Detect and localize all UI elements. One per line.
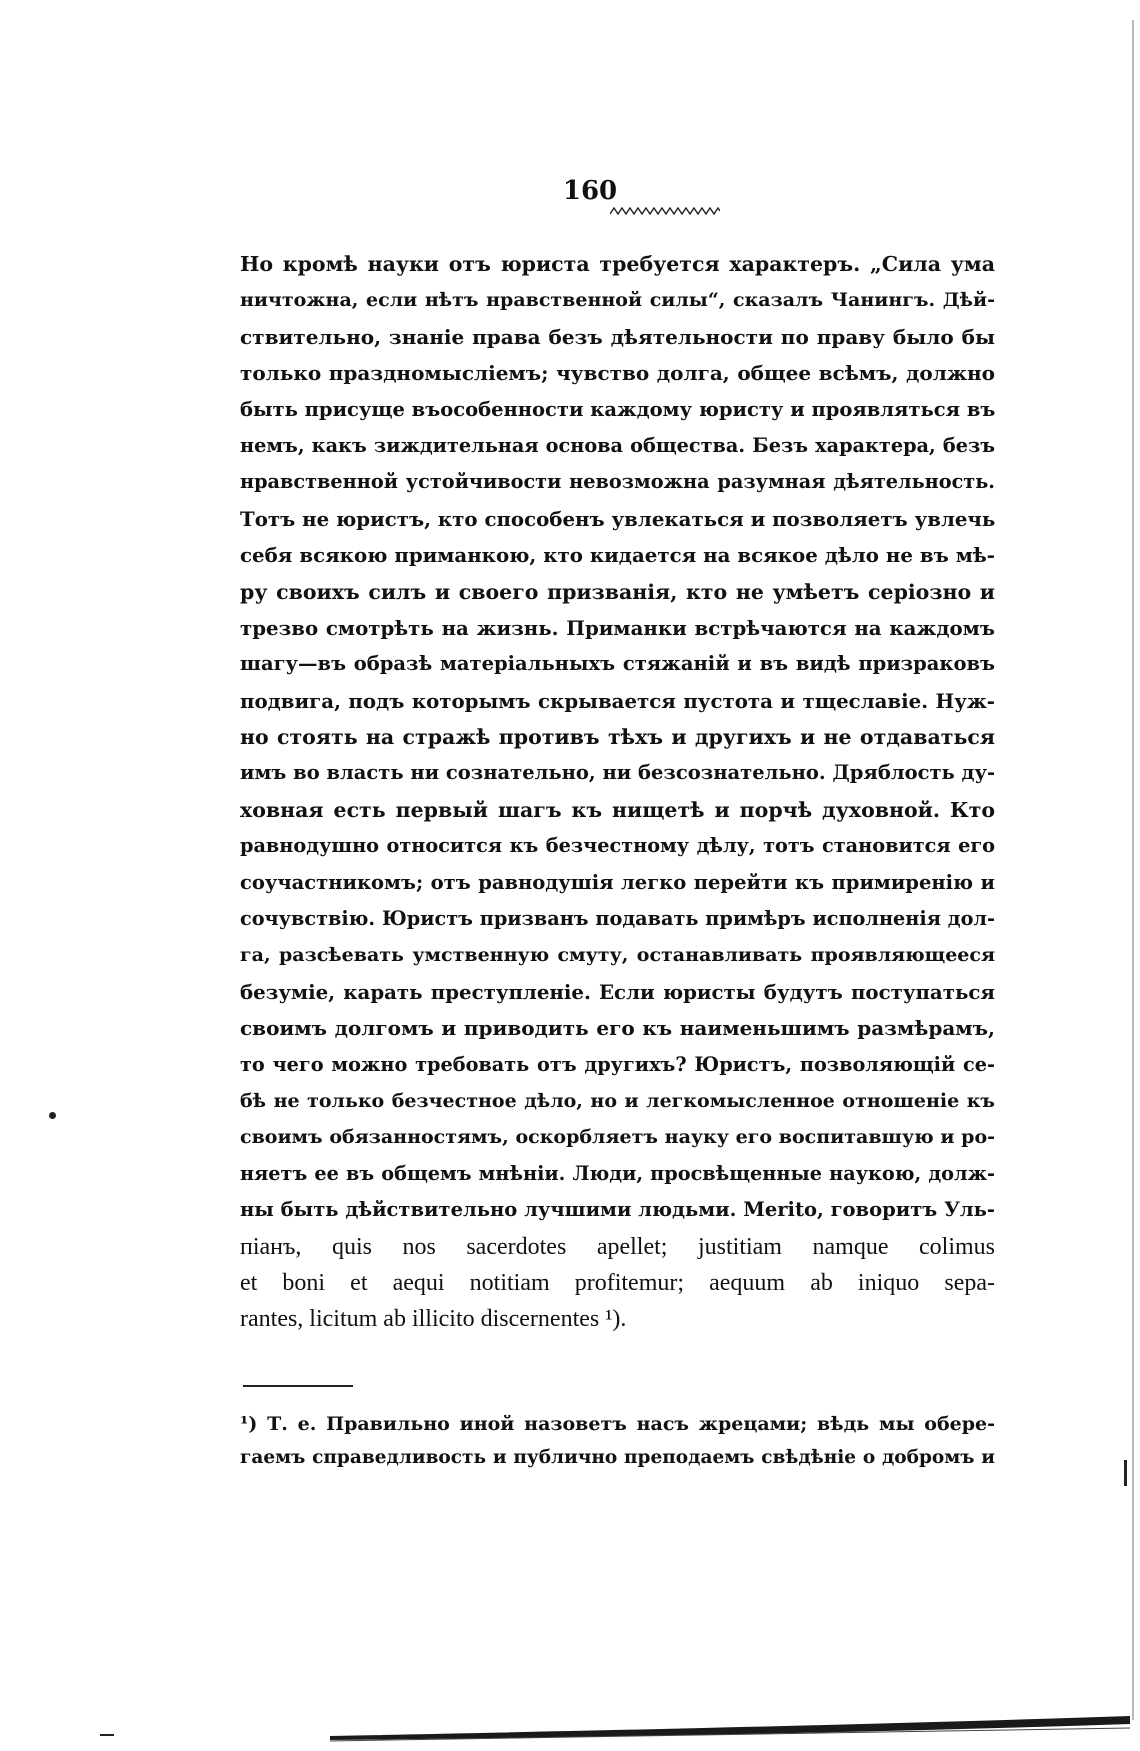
text-line: немъ, какъ зиждительная основа общества. Безъ характера, безъ — [240, 433, 995, 457]
text-line: но стоять на стражѣ противъ тѣхъ и другихъ и не отдаваться — [240, 725, 995, 750]
text-line: своимъ долгомъ и приводить его къ наименьшимъ размѣрамъ, — [240, 1016, 995, 1041]
text-line: ствительно, знаніе права безъ дѣятельности по праву было бы — [240, 324, 995, 349]
page-bottom-edge — [330, 1712, 1130, 1742]
scan-edge-mark — [1132, 20, 1134, 1720]
page-number-ornament — [610, 206, 720, 216]
text-line: сочувствію. Юристъ призванъ подавать примѣръ исполненія дол- — [240, 907, 995, 931]
text-line: себя всякою приманкою, кто кидается на всякое дѣло не въ мѣ- — [240, 543, 995, 568]
scan-edge-mark — [1124, 1460, 1127, 1486]
text-line: равнодушно относится къ безчестному дѣлу, тотъ становится его — [240, 834, 995, 858]
text-line: бѣ не только безчестное дѣло, но и легкомысленное отношеніе къ — [240, 1089, 995, 1112]
footnote-divider — [243, 1385, 353, 1387]
text-line: нравственной устойчивости невозможна разумная дѣятельность. — [240, 470, 995, 494]
text-line: только праздномысліемъ; чувство долга, общее всѣмъ, должно — [240, 361, 995, 386]
text-line: Но кромѣ науки отъ юриста требуется характеръ. „Сила ума — [240, 252, 995, 276]
text-line: ру своихъ силъ и своего призванія, кто не умѣетъ серіозно и — [240, 579, 995, 604]
text-line: своимъ обязанностямъ, оскорбляетъ науку его воспитавшую и ро- — [240, 1126, 995, 1149]
text-line: ны быть дѣйствительно лучшими людьми. Merito, говоритъ Уль- — [240, 1198, 995, 1222]
page-number: 160 — [562, 176, 618, 206]
text-line: га, разсѣевать умственную смуту, останавливать проявляющееся — [240, 944, 995, 967]
text-line: ховная есть первый шагъ къ нищетѣ и порчѣ духовной. Кто — [240, 797, 995, 822]
text-line-latin: et boni et aequi notitiam profitemur; aequum ab iniquo sepa- — [240, 1269, 995, 1296]
main-paragraph — [240, 246, 995, 1338]
text-line: имъ во власть ни сознательно, ни безсознательно. Дряблость ду- — [240, 761, 996, 785]
scan-edge-mark — [100, 1734, 114, 1736]
text-line: безуміе, карать преступленіе. Если юристы будутъ поступаться — [240, 979, 995, 1004]
text-line: то чего можно требовать отъ другихъ? Юристъ, позволяющій се- — [240, 1052, 995, 1076]
text-line: подвига, подъ которымъ скрывается пустота и тщеславіе. Нуж- — [240, 688, 995, 713]
footnote-line: ¹) Т. е. Правильно иной назоветъ насъ жрецами; вѣдь мы обере- — [240, 1413, 995, 1435]
text-line-latin: піанъ, quis nos sacerdotes apellet; justitiam namque colimus — [240, 1233, 995, 1260]
footnote-line: гаемъ справедливость и публично преподаемъ свѣдѣніе о добромъ и — [240, 1447, 995, 1468]
text-line: соучастникомъ; отъ равнодушія легко перейти къ примиренію и — [240, 870, 995, 894]
text-line: Тотъ не юристъ, кто способенъ увлекаться и позволяетъ увлечь — [240, 506, 996, 531]
scan-speck — [49, 1112, 56, 1119]
text-line: шагу—въ образѣ матеріальныхъ стяжаній и въ видѣ призраковъ — [240, 652, 995, 676]
text-line: быть присуще въособенности каждому юристу и проявляться въ — [240, 397, 996, 421]
text-line: няетъ ее въ общемъ мнѣніи. Люди, просвѣщенные наукою, долж- — [240, 1161, 995, 1185]
footnote — [240, 1407, 995, 1475]
text-line: трезво смотрѣть на жизнь. Приманки встрѣчаются на каждомъ — [240, 615, 995, 640]
text-line: ничтожна, если нѣтъ нравственной силы“, сказалъ Чанингъ. Дѣй- — [240, 289, 995, 312]
text-line-latin: rantes, licitum ab illicito discernentes ¹). — [240, 1306, 627, 1333]
